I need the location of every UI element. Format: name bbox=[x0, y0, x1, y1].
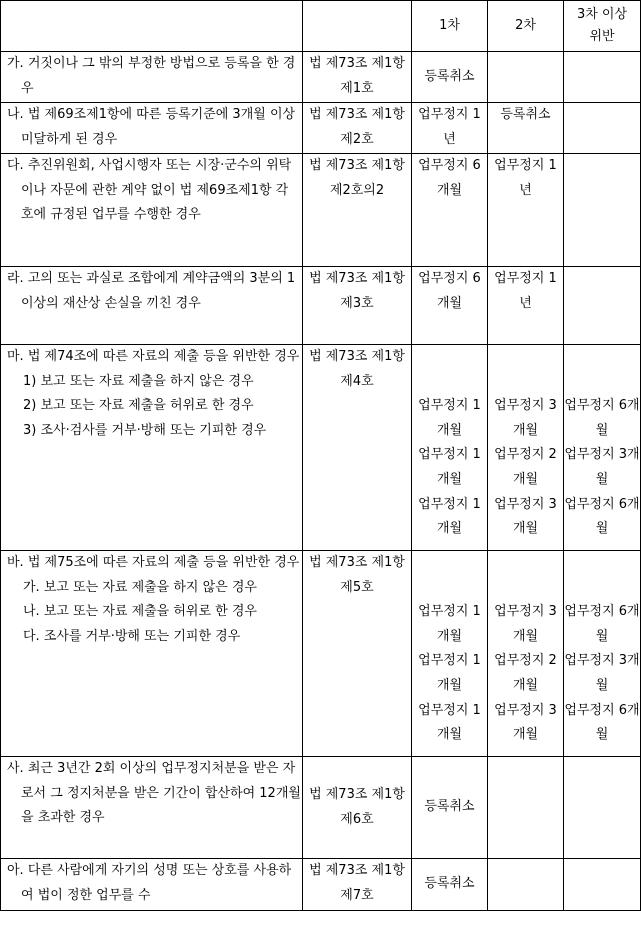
penalty-third bbox=[564, 859, 641, 911]
sub-item: 3) 조사·검사를 거부·방해 또는 기피한 경우 bbox=[23, 422, 267, 438]
violation-heading: 바. 법 제75조에 따른 자료의 제출 등을 위반한 경우 bbox=[7, 555, 300, 570]
penalty-second bbox=[488, 757, 564, 859]
law-cell: 법 제73조 제1항제2호 bbox=[303, 103, 412, 154]
sub-item: 2) 보고 또는 자료 제출을 허위로 한 경우 bbox=[23, 398, 254, 414]
law-cell: 법 제73조 제1항제7호 bbox=[303, 859, 412, 911]
sub-item: 나. 보고 또는 자료 제출을 허위로 한 경우 bbox=[23, 604, 257, 620]
penalty-second: 업무정지 3개월 업무정지 2개월 업무정지 3개월 bbox=[488, 345, 564, 551]
penalty-third: 업무정지 6개월 업무정지 3개월 업무정지 6개월 bbox=[564, 345, 641, 551]
penalty-first: 업무정지 6개월 bbox=[412, 267, 488, 345]
header-first: 1차 bbox=[412, 1, 488, 52]
sub-item: 1) 보고 또는 자료 제출을 하지 않은 경우 bbox=[23, 373, 254, 389]
penalty-third bbox=[564, 757, 641, 859]
penalty-third: 업무정지 6개월 업무정지 3개월 업무정지 6개월 bbox=[564, 551, 641, 757]
header-law bbox=[303, 1, 412, 52]
penalty-first: 등록취소 bbox=[412, 52, 488, 103]
violation-cell: 라. 고의 또는 과실로 조합에게 계약금액의 3분의 1 이상의 재산상 손실을 끼친 경우 bbox=[1, 267, 303, 345]
header-second: 2차 bbox=[488, 1, 564, 52]
law-cell: 법 제73조 제1항제2호의2 bbox=[303, 154, 412, 267]
header-violation bbox=[1, 1, 303, 52]
penalty-third bbox=[564, 267, 641, 345]
header-third bbox=[564, 1, 641, 52]
penalty-third bbox=[564, 154, 641, 267]
table-row bbox=[1, 757, 641, 859]
table-row bbox=[1, 551, 641, 757]
penalty-second: 업무정지 3개월 업무정지 2개월 업무정지 3개월 bbox=[488, 551, 564, 757]
table-row bbox=[1, 859, 641, 911]
penalty-third bbox=[564, 52, 641, 103]
law-cell: 법 제73조 제1항제3호 bbox=[303, 267, 412, 345]
table-row bbox=[1, 267, 641, 345]
violation-cell: 아. 다른 사람에게 자기의 성명 또는 상호를 사용하여 법이 정한 업무를 수 bbox=[1, 859, 303, 911]
violation-cell bbox=[1, 551, 303, 757]
penalty-first: 업무정지 1개월 업무정지 1개월 업무정지 1개월 bbox=[412, 551, 488, 757]
table-row bbox=[1, 345, 641, 551]
law-cell: 법 제73조 제1항제4호 bbox=[303, 345, 412, 551]
law-cell: 법 제73조 제1항제1호 bbox=[303, 52, 412, 103]
violation-cell: 가. 거짓이나 그 밖의 부정한 방법으로 등록을 한 경우 bbox=[1, 52, 303, 103]
penalty-second bbox=[488, 859, 564, 911]
table-row bbox=[1, 103, 641, 154]
violation-cell: 사. 최근 3년간 2회 이상의 업무정지처분을 받은 자로서 그 정지처분을 받은 기간이 합산하여 12개월을 초과한 경우 bbox=[1, 757, 303, 859]
penalty-first: 등록취소 bbox=[412, 757, 488, 859]
violation-heading: 마. 법 제74조에 따른 자료의 제출 등을 위반한 경우 bbox=[7, 349, 300, 364]
penalty-second: 등록취소 bbox=[488, 103, 564, 154]
penalty-first: 업무정지 1개월 업무정지 1개월 업무정지 1개월 bbox=[412, 345, 488, 551]
penalty-second: 업무정지 1년 bbox=[488, 154, 564, 267]
header-third-label: 3차 이상 위반 bbox=[576, 7, 628, 44]
penalty-third bbox=[564, 103, 641, 154]
violation-cell bbox=[1, 345, 303, 551]
sub-item: 가. 보고 또는 자료 제출을 하지 않은 경우 bbox=[23, 579, 257, 595]
violation-cell: 나. 법 제69조제1항에 따른 등록기준에 3개월 이상 미달하게 된 경우 bbox=[1, 103, 303, 154]
table-row bbox=[1, 52, 641, 103]
penalty-second: 업무정지 1년 bbox=[488, 267, 564, 345]
table-row bbox=[1, 154, 641, 267]
law-cell: 법 제73조 제1항제5호 bbox=[303, 551, 412, 757]
penalty-first: 업무정지 1년 bbox=[412, 103, 488, 154]
penalty-second bbox=[488, 52, 564, 103]
penalty-first: 등록취소 bbox=[412, 859, 488, 911]
violation-cell: 다. 추진위원회, 사업시행자 또는 시장·군수의 위탁이나 자문에 관한 계약 없이 법 제69조제1항 각 호에 규정된 업무를 수행한 경우 bbox=[1, 154, 303, 267]
law-cell: 법 제73조 제1항제6호 bbox=[303, 757, 412, 859]
table-header-row bbox=[1, 1, 641, 52]
sub-item: 다. 조사를 거부·방해 또는 기피한 경우 bbox=[23, 628, 241, 644]
penalty-first: 업무정지 6개월 bbox=[412, 154, 488, 267]
